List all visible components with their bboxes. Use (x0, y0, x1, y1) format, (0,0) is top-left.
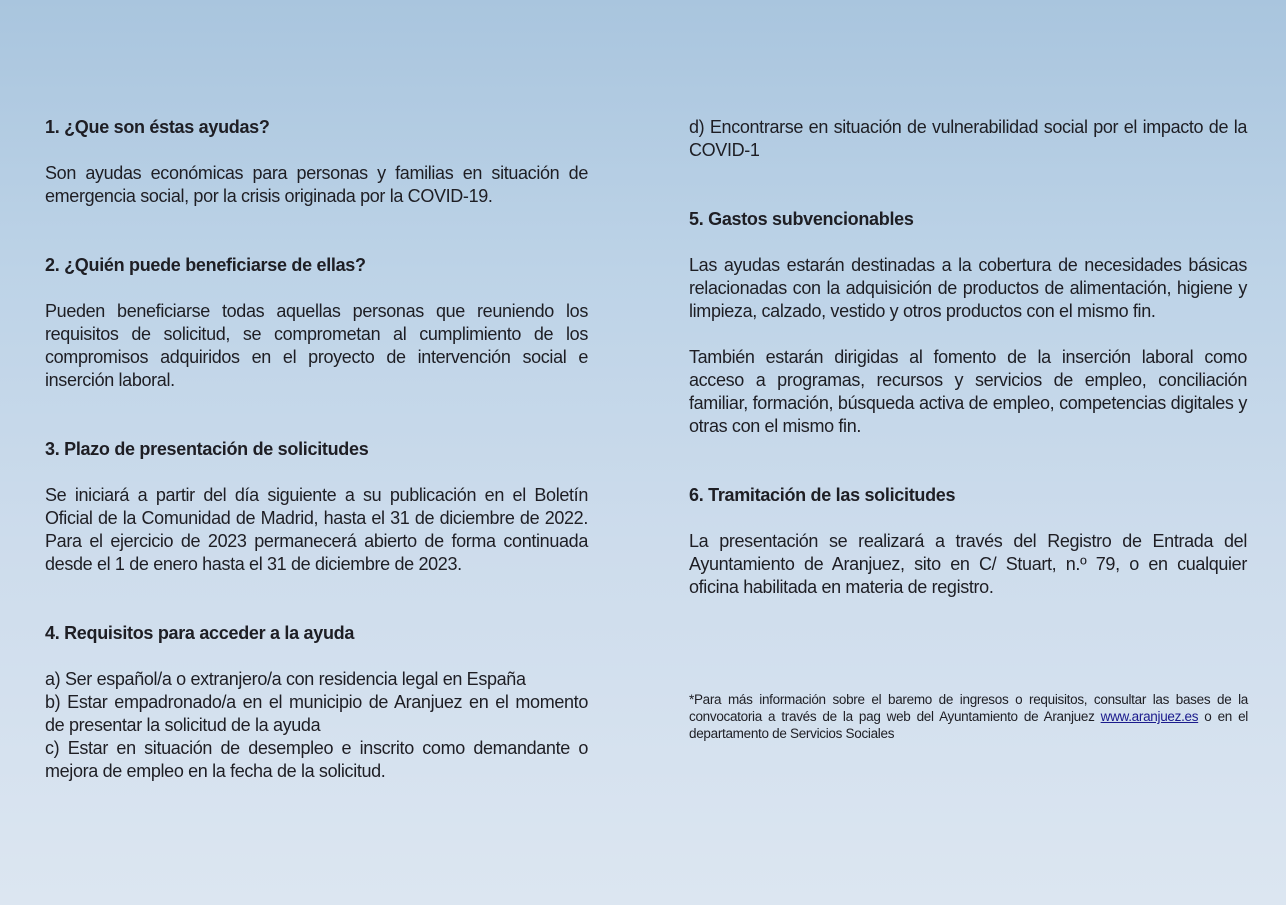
footnote-text-end: o en el departamento de Servicios Sociales (689, 709, 1249, 741)
requirement-item: c) Estar en situación de desempleo e inscrito como demandante o mejora de empleo en la fecha de la solicitud. (45, 738, 588, 781)
section-paragraph: Son ayudas económicas para personas y familias en situación de emergencia social, por la crisis originada por la COVID-19. (45, 163, 588, 206)
section-heading: 4. Requisitos para acceder a la ayuda (45, 623, 355, 643)
requirement-item: a) Ser español/a o extranjero/a con residencia legal en España (45, 669, 526, 689)
section-requisitos (45, 622, 588, 783)
website-link[interactable]: www.aranjuez.es (1100, 709, 1199, 724)
section-quien-puede (45, 254, 588, 392)
section-paragraph: La presentación se realizará a través del Registro de Entrada del Ayuntamiento de Aranjuez, sito en C/ Stuart, n.º 79, o en cualquier oficina habilitada en materia de registro. (689, 531, 1247, 597)
right-column (689, 116, 1247, 645)
section-paragraph: Las ayudas estarán destinadas a la cobertura de necesidades básicas relacionadas con la adquisición de productos de alimentación, higiene y limpieza, calzado, vestido y otros productos con el mismo fin. (689, 255, 1247, 321)
section-heading: 3. Plazo de presentación de solicitudes (45, 439, 369, 459)
section-gastos (689, 208, 1247, 438)
section-tramitacion (689, 484, 1247, 599)
section-paragraph: También estarán dirigidas al fomento de la inserción laboral como acceso a programas, recursos y servicios de empleo, conciliación familiar, formación, búsqueda activa de empleo, competencias digitales y otras con el mismo fin. (689, 347, 1247, 436)
requirement-item: d) Encontrarse en situación de vulnerabilidad social por el impacto de la COVID-1 (689, 117, 1247, 160)
section-heading: 1. ¿Que son éstas ayudas? (45, 117, 270, 137)
section-que-son (45, 116, 588, 208)
section-paragraph: Se iniciará a partir del día siguiente a su publicación en el Boletín Oficial de la Comunidad de Madrid, hasta el 31 de diciembre de 2022. Para el ejercicio de 2023 permanecerá abierto de forma continuada desde el 1 de enero hasta el 31 de diciembre de 2023. (45, 485, 588, 574)
section-paragraph: Pueden beneficiarse todas aquellas personas que reuniendo los requisitos de solicitud, se comprometan al cumplimiento de los compromisos adquiridos en el proyecto de intervención social e inserción laboral. (45, 301, 588, 390)
section-heading: 6. Tramitación de las solicitudes (689, 485, 956, 505)
section-heading: 2. ¿Quién puede beneficiarse de ellas? (45, 255, 366, 275)
footnote-text: *Para más información sobre el baremo de ingresos o requisitos, consultar las bases de la convocatoria a través de la pag web del Ayuntamiento de Aranjuez (689, 692, 1248, 724)
footnote (689, 691, 1248, 742)
left-column (45, 116, 588, 829)
requirement-item: b) Estar empadronado/a en el municipio de Aranjuez en el momento de presentar la solicitud de la ayuda (45, 692, 588, 735)
section-plazo (45, 438, 588, 576)
section-requisitos-continued (689, 116, 1247, 162)
section-heading: 5. Gastos subvencionables (689, 209, 914, 229)
